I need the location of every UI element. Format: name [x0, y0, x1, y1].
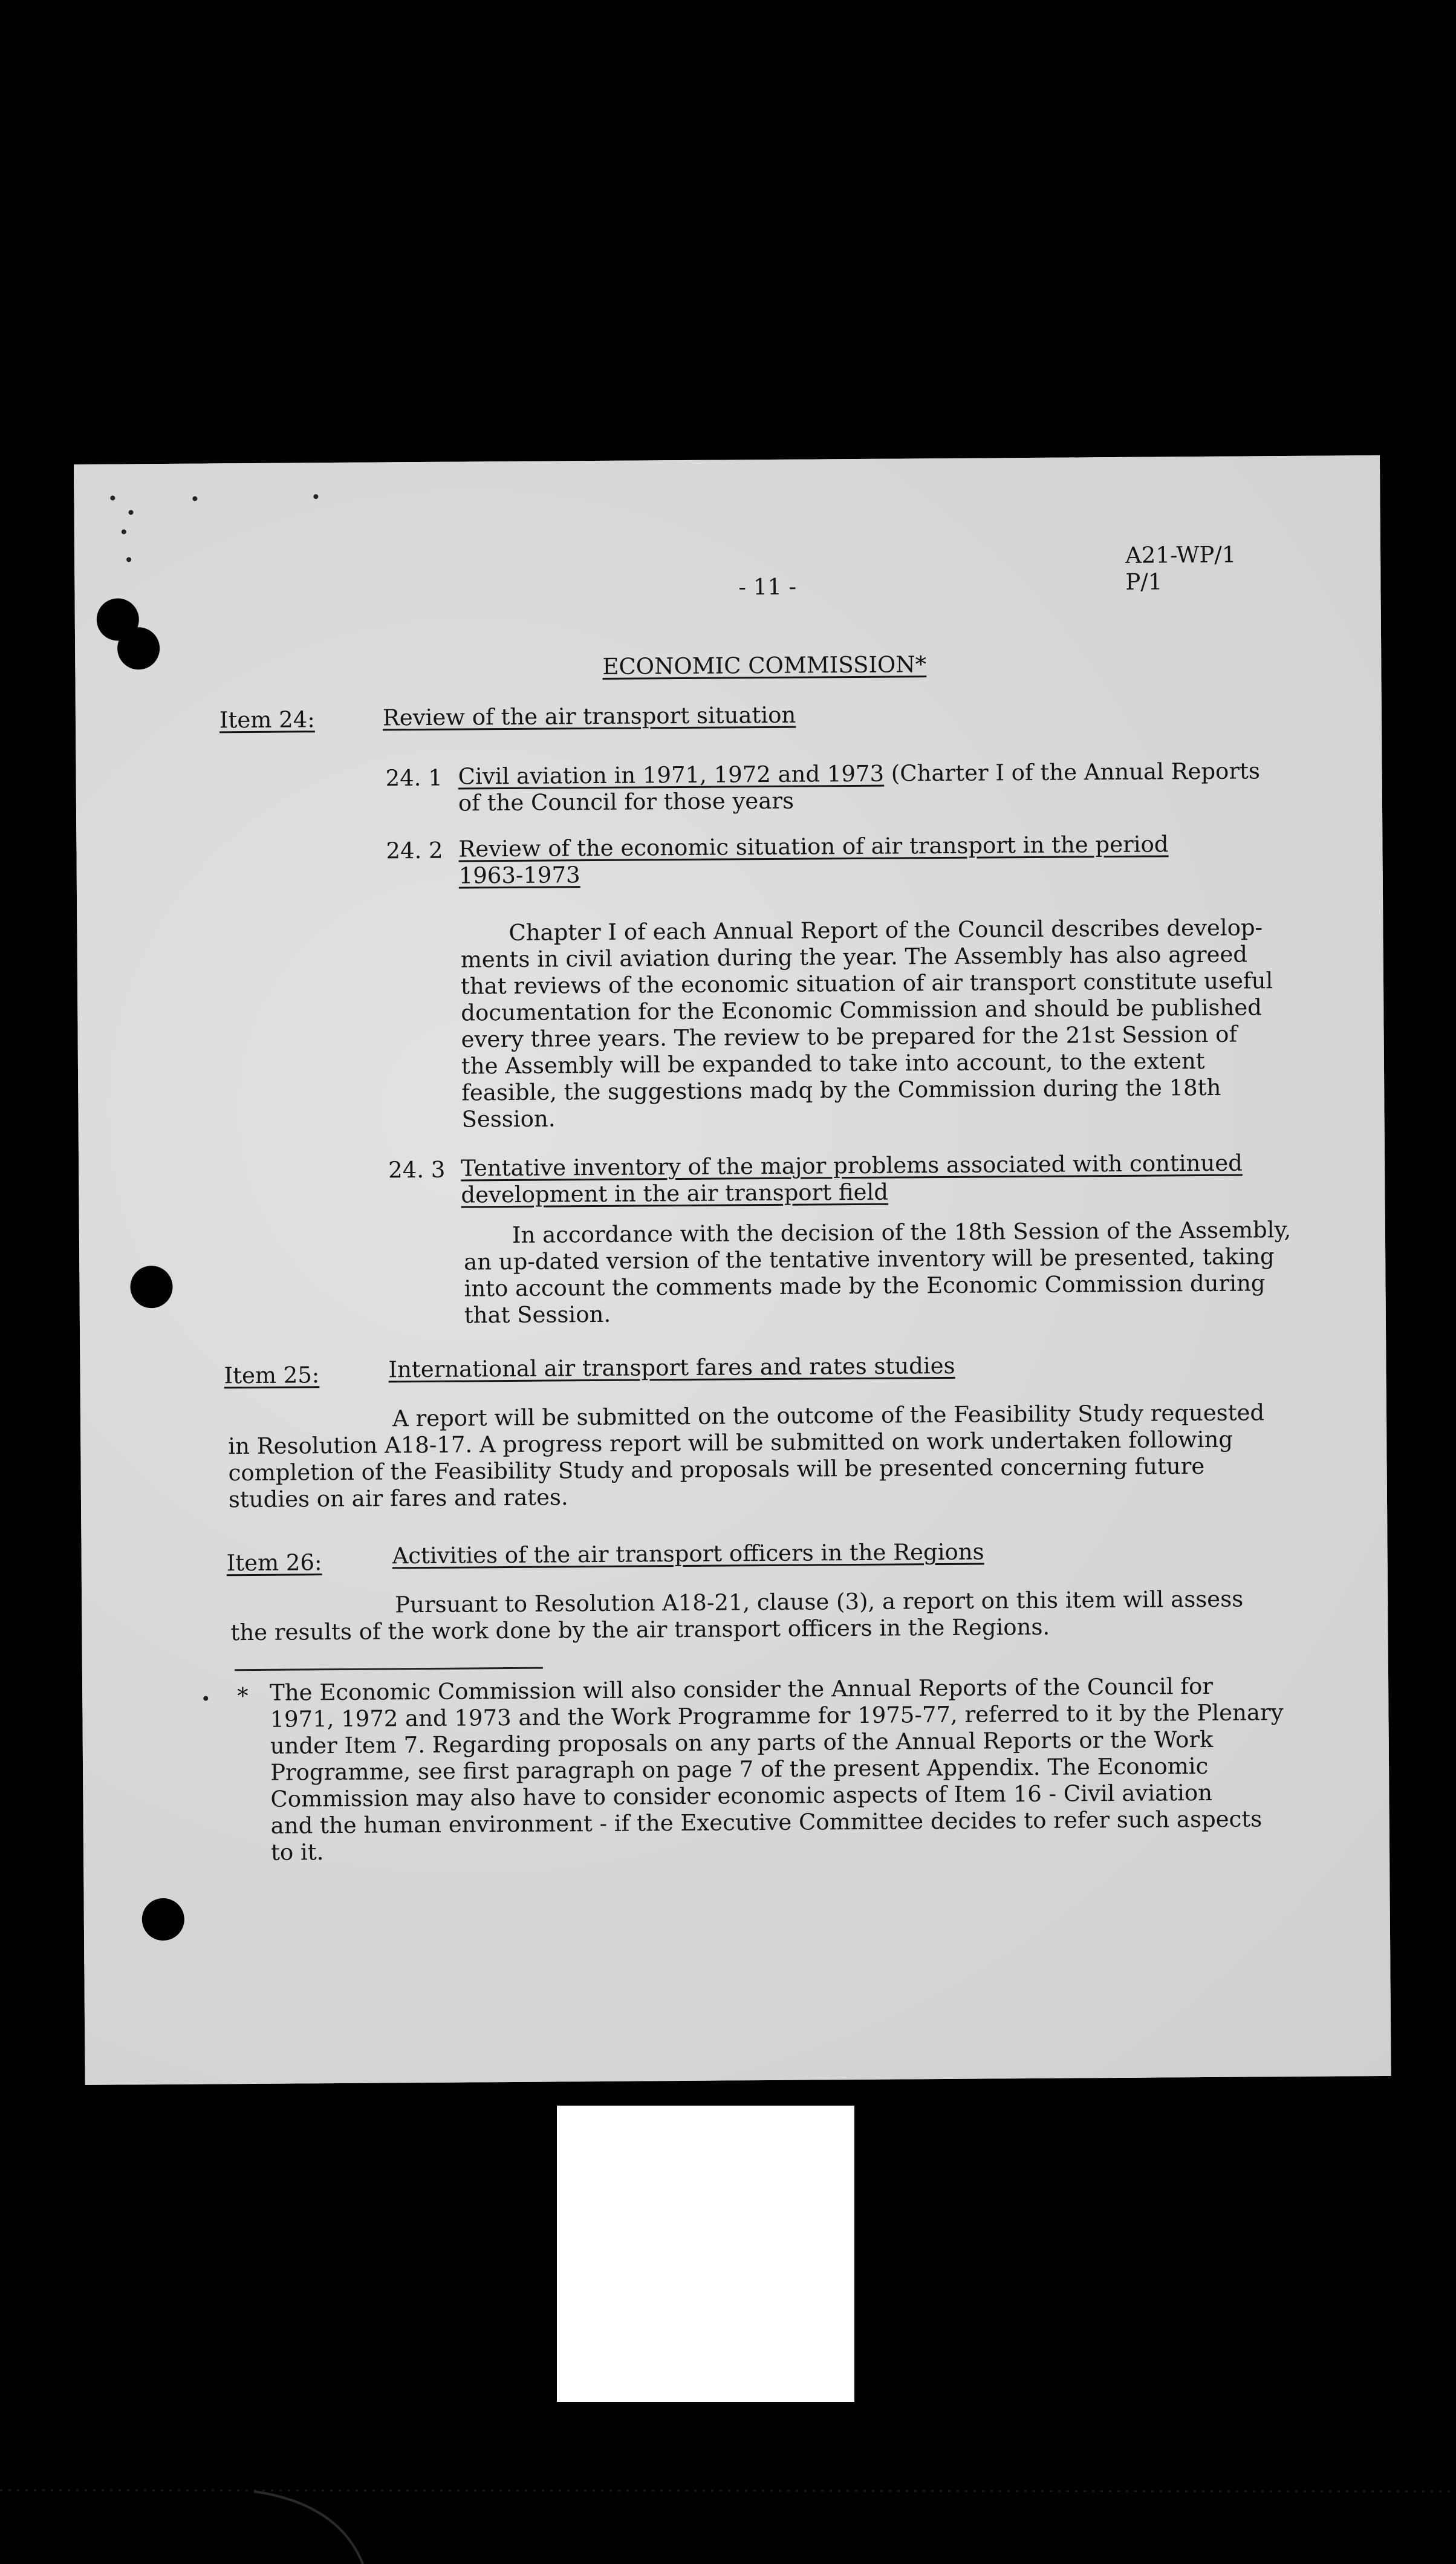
speck — [110, 496, 115, 501]
speck — [122, 529, 126, 534]
blank-card — [557, 2106, 854, 2402]
item-25-label: Item 25: — [224, 1362, 320, 1389]
speck — [126, 557, 131, 562]
item-24-label: Item 24: — [219, 706, 315, 734]
item-25-paragraph — [228, 1399, 1265, 1513]
paragraph-line: the results of the work done by the air transport officers in the Regions. — [230, 1613, 1050, 1646]
item-24-1-number: 24. 1 — [385, 764, 443, 792]
item-24-2-heading-1: Review of the economic situation of air transport in the period — [458, 831, 1169, 862]
footnote-line: Programme, see first paragraph on page 7 of the present Appendix. The Economic — [270, 1752, 1209, 1786]
footnote-marker: * — [237, 1683, 249, 1710]
footnote-text — [270, 1673, 1284, 1866]
paragraph-line: Chapter I of each Annual Report of the Council describes develop- — [509, 914, 1263, 946]
document-page — [74, 455, 1391, 2085]
item-24-3-heading-2: development in the air transport field — [461, 1179, 889, 1208]
paragraph-line: feasible, the suggestions madq by the Commission during the 18th — [461, 1074, 1221, 1106]
footnote-line: Commission may also have to consider economic aspects of Item 16 - Civil aviation — [270, 1779, 1213, 1812]
footnote-rule — [235, 1667, 543, 1671]
item-24-1-heading: Civil aviation in 1971, 1972 and 1973 — [458, 760, 885, 790]
page-number: - 11 - — [738, 573, 797, 600]
item-24-2-paragraph — [460, 914, 1274, 1133]
paragraph-line: the Assembly will be expanded to take into account, to the extent — [461, 1047, 1205, 1079]
footnote-line: 1971, 1972 and 1973 and the Work Programme for 1975-77, referred to it by the Plenary — [270, 1699, 1284, 1733]
paragraph-line: ments in civil aviation during the year. The Assembly has also agreed — [460, 941, 1248, 973]
paragraph-line: an up-dated version of the tentative inventory will be presented, taking — [464, 1243, 1275, 1275]
punch-hole-middle — [130, 1266, 172, 1308]
footnote-line: The Economic Commission will also consider the Annual Reports of the Council for — [270, 1673, 1214, 1706]
paragraph-line: completion of the Feasibility Study and proposals will be presented concerning future — [228, 1453, 1205, 1486]
item-24-1-line2: of the Council for those years — [458, 787, 795, 816]
paragraph-line: in Resolution A18-17. A progress report will be submitted on work undertaken following — [228, 1426, 1233, 1460]
item-25-heading: International air transport fares and rates studies — [388, 1352, 955, 1383]
film-edge — [0, 2467, 1456, 2564]
doc-reference-1: A21-WP/1 — [1125, 541, 1237, 568]
item-24-1-line — [458, 757, 1260, 790]
paragraph-line: into account the comments made by the Economic Commission during — [464, 1270, 1266, 1302]
doc-reference-2: P/1 — [1125, 568, 1163, 595]
item-24-1-rest: (Charter I of the Annual Reports — [891, 758, 1261, 787]
item-26-heading: Activities of the air transport officers in the Regions — [392, 1538, 984, 1569]
footnote-line: and the human environment - if the Executive Committee decides to refer such aspects — [270, 1806, 1263, 1839]
item-26-paragraph — [230, 1586, 1244, 1647]
item-24-3-heading-1: Tentative inventory of the major problems associated with continued — [460, 1150, 1243, 1182]
speck — [129, 510, 134, 515]
item-24-3-paragraph — [464, 1217, 1292, 1329]
speck — [192, 496, 197, 501]
footnote-line: under Item 7. Regarding proposals on any parts of the Annual Reports or the Work — [270, 1726, 1214, 1759]
item-24-3-number: 24. 3 — [388, 1156, 446, 1183]
speck — [203, 1696, 208, 1700]
punch-hole-bottom — [142, 1898, 184, 1941]
paragraph-line: studies on air fares and rates. — [228, 1484, 568, 1513]
item-24-2-heading-2: 1963-1973 — [458, 862, 580, 889]
footnote-line: to it. — [270, 1839, 324, 1866]
paragraph-line: that Session. — [464, 1301, 611, 1329]
paragraph-line: A report will be submitted on the outcome of the Feasibility Study requested — [392, 1399, 1265, 1432]
item-26-label: Item 26: — [226, 1549, 322, 1576]
item-24-2-number: 24. 2 — [386, 837, 443, 864]
paragraph-line: In accordance with the decision of the 18th Session of the Assembly, — [512, 1216, 1292, 1248]
paragraph-line: that reviews of the economic situation of air transport constitute useful — [460, 968, 1273, 1000]
paragraph-line: documentation for the Economic Commission and should be published — [461, 994, 1262, 1026]
paragraph-line: Pursuant to Resolution A18-21, clause (3), a report on this item will assess — [395, 1586, 1244, 1618]
section-title: ECONOMIC COMMISSION* — [602, 651, 927, 680]
punch-hole-top-2 — [117, 627, 160, 669]
paragraph-line: every three years. The review to be prepared for the 21st Session of — [461, 1021, 1238, 1053]
item-24-heading: Review of the air transport situation — [382, 701, 796, 731]
paragraph-line: Session. — [461, 1105, 556, 1133]
speck — [313, 494, 318, 499]
